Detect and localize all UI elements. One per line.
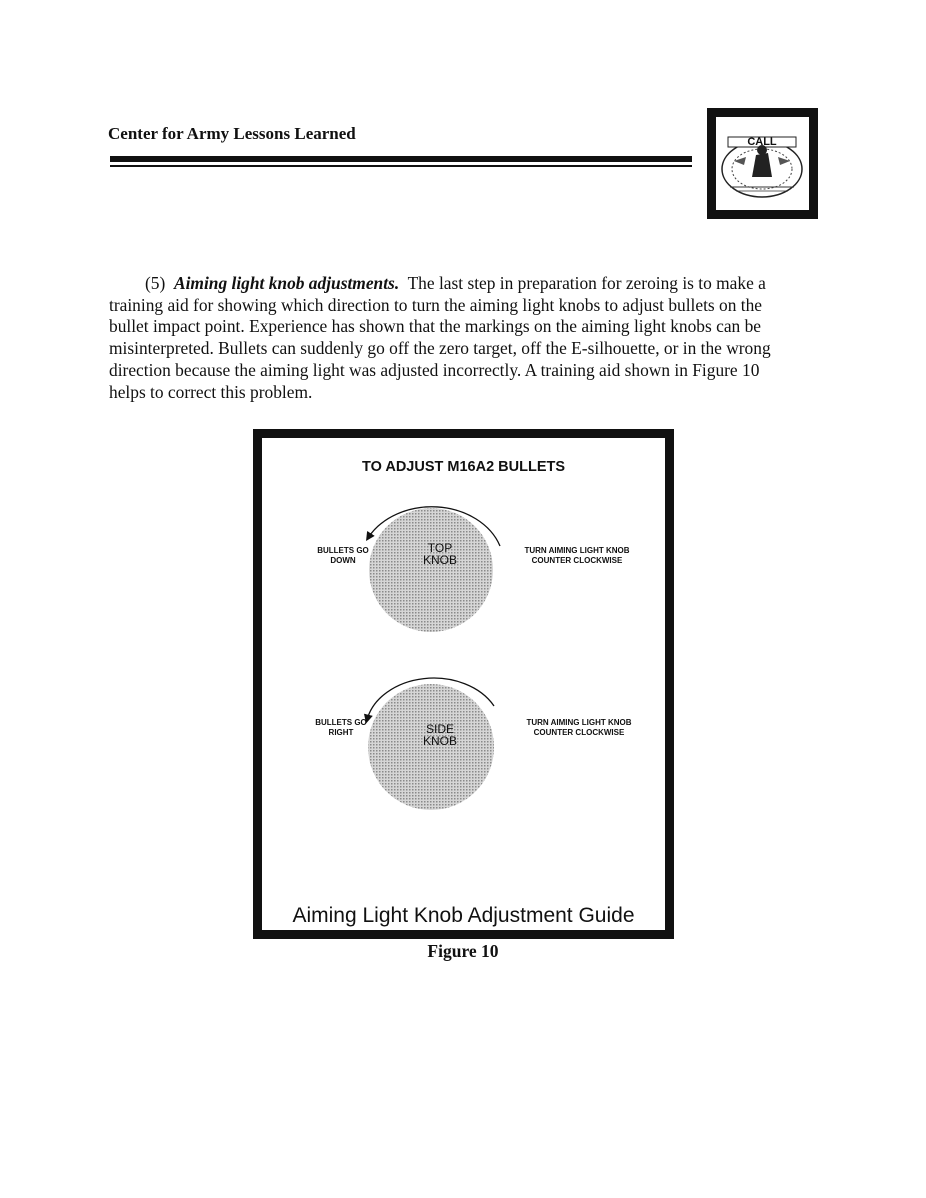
figure-heading: TO ADJUST M16A2 BULLETS xyxy=(361,459,566,475)
paragraph-text-line: direction because the aiming light was adjusted incorrectly. A training aid shown in Figure 10 xyxy=(109,359,760,380)
top-knob-instruction-line: COUNTER CLOCKWISE xyxy=(531,556,623,565)
call-logo-text: CALL xyxy=(747,136,777,148)
top-knob-instruction-label xyxy=(512,546,642,566)
side-knob-direction-line: RIGHT xyxy=(328,728,354,737)
top-knob-direction-label xyxy=(308,546,378,566)
call-logo-graphic xyxy=(716,117,809,210)
top-knob-label xyxy=(410,542,470,566)
top-knob-direction-line: DOWN xyxy=(330,556,356,565)
side-knob-label-line: SIDE xyxy=(425,722,454,736)
side-knob-instruction-line: TURN AIMING LIGHT KNOB xyxy=(526,718,632,727)
paragraph-text-line: The last step in preparation for zeroing is to make a xyxy=(407,273,766,293)
figure-caption: Figure 10 xyxy=(427,941,499,961)
side-knob-label-line: KNOB xyxy=(422,734,457,748)
top-knob-instruction-line: TURN AIMING LIGHT KNOB xyxy=(524,546,630,555)
figure-frame xyxy=(253,429,674,939)
side-knob-label xyxy=(410,723,470,747)
paragraph-number: (5) xyxy=(145,273,166,293)
header-rule-thick xyxy=(110,156,692,162)
page-header-title: Center for Army Lessons Learned xyxy=(108,124,356,143)
side-knob-instruction-label xyxy=(514,718,644,738)
paragraph-text-line: misinterpreted. Bullets can suddenly go off the zero target, off the E-silhouette, or in the wrong xyxy=(109,338,771,359)
call-logo xyxy=(707,108,818,219)
top-knob-direction-line: BULLETS GO xyxy=(317,546,369,555)
figure-footer-title: Aiming Light Knob Adjustment Guide xyxy=(292,904,635,927)
side-knob-instruction-line: COUNTER CLOCKWISE xyxy=(533,728,625,737)
side-knob-direction-line: BULLETS GO xyxy=(315,718,367,727)
paragraph-line-1 xyxy=(109,273,829,295)
knob-diagram xyxy=(262,438,665,930)
top-knob-label-line: TOP xyxy=(427,541,453,555)
top-knob-circle xyxy=(369,508,493,632)
top-knob-label-line: KNOB xyxy=(422,553,457,567)
paragraph-text-line: training aid for showing which direction to turn the aiming light knobs to adjust bullets on the xyxy=(109,294,763,315)
paragraph-text-line: bullet impact point. Experience has shown that the markings on the aiming light knobs can be xyxy=(109,316,762,337)
figure-panel xyxy=(262,438,665,930)
body-paragraph xyxy=(109,273,829,403)
header-rule-thin xyxy=(110,165,692,167)
paragraph-text-line: helps to correct this problem. xyxy=(109,381,313,402)
side-knob-direction-label xyxy=(306,718,376,738)
paragraph-lead-title: Aiming light knob adjustments. xyxy=(173,273,400,293)
call-logo-inner xyxy=(716,117,809,210)
